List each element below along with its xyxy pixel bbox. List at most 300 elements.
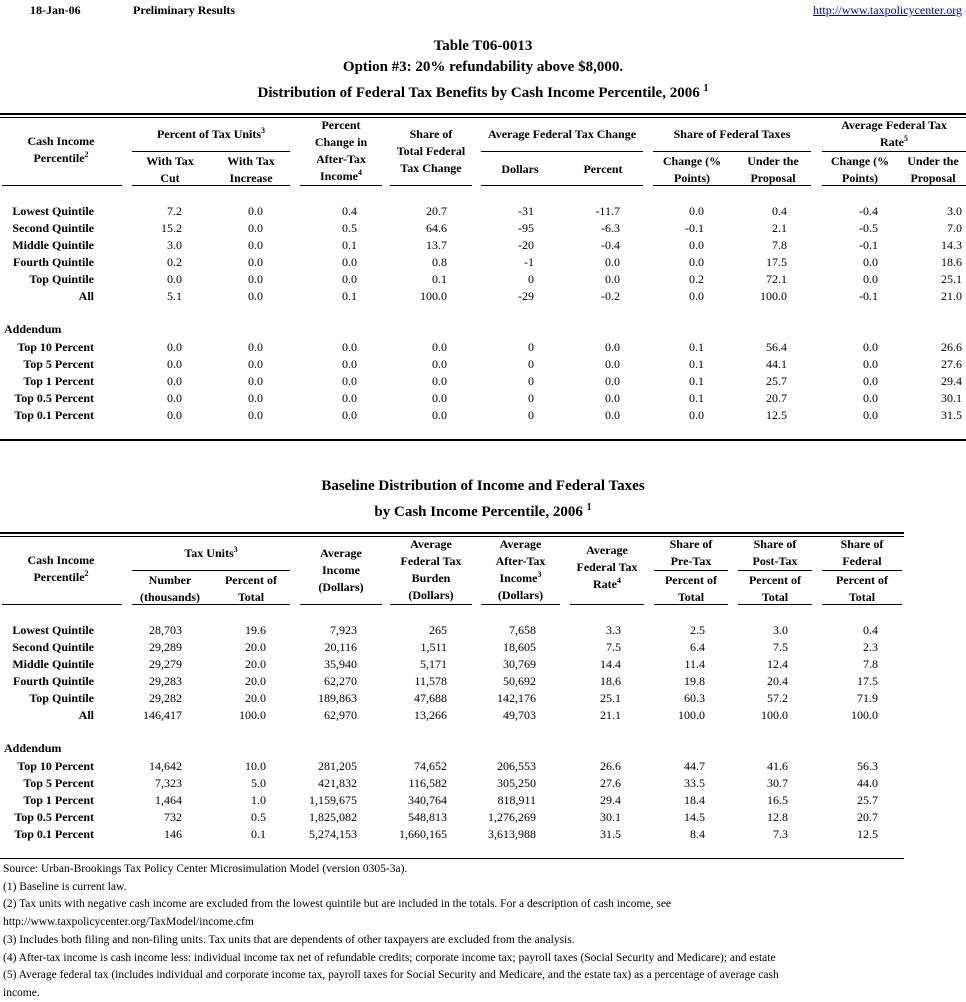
table1-subtitle: Option #3: 20% refundability above $8,000. <box>342 59 624 75</box>
t2-cell-aftertax: 206,553 <box>497 759 536 773</box>
t2-cell-rate: 21.1 <box>600 708 621 722</box>
t1-header-rate-change-pts: Change (% Points) <box>830 154 890 185</box>
t2-cell-federal: 100.0 <box>851 708 878 722</box>
t2-row-label: Top 1 Percent <box>23 793 94 807</box>
t2-cell-federal: 0.4 <box>863 623 878 637</box>
t2-rule <box>822 604 902 605</box>
t2-cell-posttax: 16.5 <box>767 793 788 807</box>
t2-cell-federal: 2.3 <box>863 640 878 654</box>
t2-header-avg-income: Average Income (Dollars) <box>318 546 364 594</box>
t1-cell-pct-chg: 0.0 <box>342 255 357 269</box>
t1-rule <box>653 151 811 152</box>
t1-cell-pct-chg: 0.5 <box>342 221 357 235</box>
t2-cell-posttax: 100.0 <box>761 708 788 722</box>
t1-rule <box>822 185 966 186</box>
t1-cell-rate-prop: 7.0 <box>947 221 962 235</box>
t2-cell-pct: 20.0 <box>245 657 266 671</box>
t2-cell-pct: 0.5 <box>251 810 266 824</box>
t2-rule <box>390 604 472 605</box>
t1-cell-share-chg: 100.0 <box>420 289 447 303</box>
t2-cell-posttax: 3.0 <box>773 623 788 637</box>
t1-cell-share-prop: 17.5 <box>766 255 787 269</box>
t2-cell-pretax: 2.5 <box>690 623 705 637</box>
t2-header-posttax-pct: Percent of Total <box>748 573 802 604</box>
t1-header-pct-tax-units: Percent of Tax Units$^3$ <box>156 126 266 141</box>
t2-cell-pretax: 44.7 <box>684 759 705 773</box>
t1-cell-rate-prop: 30.1 <box>941 391 962 405</box>
t1-cell-rate-prop: 14.3 <box>941 238 962 252</box>
t1-cell-rate-prop: 29.4 <box>941 374 962 388</box>
t1-row-label: Second Quintile <box>12 221 94 235</box>
t1-cell-cut: 0.0 <box>167 357 182 371</box>
t1-cell-cut: 7.2 <box>167 204 182 218</box>
t1-cell-pct-chg: 0.1 <box>342 289 357 303</box>
t2-cell-number: 29,289 <box>149 640 182 654</box>
t2-rule <box>2 604 122 605</box>
t1-row-label: Fourth Quintile <box>12 255 94 269</box>
footnote-line: (3) Includes both filing and non-filing units. Tax units that are dependents of other taxpayers are excluded from the analysis. <box>3 933 575 946</box>
t2-cell-posttax: 20.4 <box>767 674 788 688</box>
t1-cell-dollars: -31 <box>518 204 534 218</box>
t1-cell-share-prop: 100.0 <box>760 289 787 303</box>
t2-cell-federal: 56.3 <box>857 759 878 773</box>
t1-row-label: Top 1 Percent <box>23 374 94 388</box>
t1-cell-percent: 0.0 <box>605 374 620 388</box>
t1-cell-share-pts: 0.1 <box>689 391 704 405</box>
footnote-line: http://www.taxpolicycenter.org/TaxModel/income.cfm <box>3 916 254 929</box>
t2-cell-federal: 25.7 <box>857 793 878 807</box>
t1-cell-inc: 0.0 <box>248 357 263 371</box>
t2-cell-federal: 44.0 <box>857 776 878 790</box>
t2-header-share-pretax: Share of Pre-Tax <box>669 537 713 568</box>
t1-rule <box>822 151 966 152</box>
t2-cell-aftertax: 30,769 <box>503 657 536 671</box>
t2-cell-burden: 74,652 <box>414 759 447 773</box>
footnote-line: (2) Tax units with negative cash income are excluded from the lowest quintile but are included in the totals. For a description of cash income, see <box>3 898 672 911</box>
t2-cell-rate: 29.4 <box>600 793 621 807</box>
t2-cell-rate: 14.4 <box>600 657 621 671</box>
t2-cell-aftertax: 7,658 <box>509 623 536 637</box>
t1-cell-percent: -0.4 <box>601 238 620 252</box>
t2-rule <box>738 570 812 571</box>
t2-row-label: Top 0.1 Percent <box>14 827 94 841</box>
footnote-line: Source: Urban-Brookings Tax Policy Center Microsimulation Model (version 0305-3a). <box>3 863 408 875</box>
t2-cell-federal: 71.9 <box>857 691 878 705</box>
t2-cell-burden: 548,813 <box>408 810 447 824</box>
footnote-line: (5) Average federal tax (includes individual and corporate income tax, payroll taxes for Social Security and Medicare, and the estate tax) as a percentage of average cash <box>3 969 779 982</box>
t2-cell-aftertax: 818,911 <box>497 793 536 807</box>
t1-cell-dollars: 0 <box>528 374 534 388</box>
t1-cell-rate-prop: 27.6 <box>941 357 962 371</box>
t2-cell-income: 7,923 <box>330 623 357 637</box>
t2-header-number: Number (thousands) <box>139 573 201 604</box>
t1-header-pct-change-after-tax: Percent Change in After-Tax Income$^4$ <box>314 118 368 183</box>
t1-cell-rate-prop: 18.6 <box>941 255 962 269</box>
t1-cell-share-chg: 0.0 <box>432 340 447 354</box>
t2-cell-pretax: 6.4 <box>690 640 705 654</box>
t1-cell-cut: 0.0 <box>167 408 182 422</box>
table1-bottom-border <box>0 439 966 441</box>
t2-cell-pretax: 100.0 <box>678 708 705 722</box>
t1-cell-inc: 0.0 <box>248 374 263 388</box>
t2-cell-federal: 17.5 <box>857 674 878 688</box>
t2-cell-rate: 31.5 <box>600 827 621 841</box>
t2-cell-aftertax: 49,703 <box>503 708 536 722</box>
t2-cell-pct: 0.1 <box>251 827 266 841</box>
t1-cell-rate-pts: 0.0 <box>863 255 878 269</box>
t1-cell-pct-chg: 0.0 <box>342 340 357 354</box>
t2-cell-burden: 340,764 <box>408 793 447 807</box>
t2-rule <box>654 604 728 605</box>
t1-cell-dollars: 0 <box>528 272 534 286</box>
report-date: 18-Jan-06 <box>30 3 81 17</box>
t2-cell-income: 281,205 <box>318 759 357 773</box>
t1-cell-rate-prop: 26.6 <box>941 340 962 354</box>
t1-cell-cut: 3.0 <box>167 238 182 252</box>
t2-row-label: Lowest Quintile <box>12 623 94 637</box>
t1-cell-percent: 0.0 <box>605 357 620 371</box>
t2-row-label: Fourth Quintile <box>12 674 94 688</box>
t1-header-avg-tax-change: Average Federal Tax Change <box>487 127 637 141</box>
t1-cell-share-pts: 0.0 <box>689 289 704 303</box>
table2-title: Baseline Distribution of Income and Federal Taxes <box>321 478 645 494</box>
t2-cell-rate: 7.5 <box>606 640 621 654</box>
t1-header-share-fed-taxes: Share of Federal Taxes <box>673 127 791 141</box>
t2-cell-federal: 12.5 <box>857 827 878 841</box>
t1-cell-pct-chg: 0.0 <box>342 408 357 422</box>
t1-cell-share-prop: 2.1 <box>772 221 787 235</box>
t2-cell-income: 35,940 <box>324 657 357 671</box>
t1-rule <box>653 185 811 186</box>
t2-header-tax-units: Tax Units$^3$ <box>184 545 238 560</box>
t1-cell-share-chg: 0.1 <box>432 272 447 286</box>
t1-cell-percent: 0.0 <box>605 340 620 354</box>
t2-cell-number: 14,642 <box>149 759 182 773</box>
t1-row-label: Lowest Quintile <box>12 204 94 218</box>
t2-row-label: Top 10 Percent <box>17 759 94 773</box>
t1-cell-inc: 0.0 <box>248 238 263 252</box>
t1-header-share-under-proposal: Under the Proposal <box>747 154 799 185</box>
t2-cell-number: 28,703 <box>149 623 182 637</box>
t1-cell-cut: 0.0 <box>167 340 182 354</box>
t2-cell-number: 146 <box>164 827 182 841</box>
t1-cell-pct-chg: 0.0 <box>342 391 357 405</box>
t2-cell-pct: 100.0 <box>239 708 266 722</box>
t1-header-share-total-change: Share of Total Federal Tax Change <box>396 127 466 175</box>
t2-cell-income: 62,270 <box>324 674 357 688</box>
t2-cell-burden: 11,578 <box>414 674 447 688</box>
t1-header-avg-tax-rate: Average Federal Tax Rate$^5$ <box>841 118 947 149</box>
t1-cell-share-prop: 56.4 <box>766 340 787 354</box>
t2-cell-income: 189,863 <box>318 691 357 705</box>
t1-cell-cut: 15.2 <box>161 221 182 235</box>
t1-cell-cut: 0.2 <box>167 255 182 269</box>
t1-cell-rate-pts: 0.0 <box>863 374 878 388</box>
t1-cell-inc: 0.0 <box>248 255 263 269</box>
t2-cell-rate: 3.3 <box>606 623 621 637</box>
t1-row-label: Top 0.1 Percent <box>14 408 94 422</box>
t1-rule <box>390 185 472 186</box>
t1-cell-share-pts: 0.0 <box>689 408 704 422</box>
t2-addendum-label: Addendum <box>4 741 62 755</box>
t1-cell-pct-chg: 0.0 <box>342 374 357 388</box>
t1-cell-share-prop: 0.4 <box>772 204 787 218</box>
t1-cell-share-prop: 7.8 <box>772 238 787 252</box>
t1-cell-rate-pts: 0.0 <box>863 340 878 354</box>
footnote-line: (1) Baseline is current law. <box>3 880 127 893</box>
t1-header-with-tax-cut: With Tax Cut <box>146 154 194 185</box>
t1-cell-rate-pts: 0.0 <box>863 408 878 422</box>
t2-cell-number: 29,279 <box>149 657 182 671</box>
t2-rule <box>132 570 290 571</box>
t1-cell-share-pts: 0.0 <box>689 238 704 252</box>
t1-cell-dollars: -29 <box>518 289 534 303</box>
t2-cell-posttax: 7.5 <box>773 640 788 654</box>
t2-rule <box>481 604 560 605</box>
t1-cell-share-pts: 0.1 <box>689 374 704 388</box>
t1-cell-inc: 0.0 <box>248 204 263 218</box>
t1-cell-inc: 0.0 <box>248 391 263 405</box>
t2-cell-posttax: 57.2 <box>767 691 788 705</box>
t2-cell-aftertax: 3,613,988 <box>488 827 536 841</box>
t1-cell-share-prop: 25.7 <box>766 374 787 388</box>
t2-cell-income: 1,159,675 <box>309 793 357 807</box>
t1-cell-rate-pts: -0.1 <box>859 238 878 252</box>
t1-rule <box>481 151 643 152</box>
t1-cell-rate-prop: 3.0 <box>947 204 962 218</box>
t2-header-federal-pct: Percent of Total <box>835 573 889 604</box>
t2-rule <box>300 604 382 605</box>
t1-header-rate-under-proposal: Under the Proposal <box>907 154 959 185</box>
t2-cell-burden: 1,511 <box>420 640 447 654</box>
t1-cell-share-chg: 0.8 <box>432 255 447 269</box>
t1-cell-rate-pts: 0.0 <box>863 357 878 371</box>
t2-cell-pct: 20.0 <box>245 674 266 688</box>
t2-rule <box>738 604 812 605</box>
t2-cell-pct: 5.0 <box>251 776 266 790</box>
t1-row-label: All <box>78 289 94 303</box>
t2-cell-number: 29,282 <box>149 691 182 705</box>
t2-cell-pretax: 11.4 <box>684 657 705 671</box>
t1-rule <box>481 185 643 186</box>
t1-cell-percent: -0.2 <box>601 289 620 303</box>
t1-cell-rate-pts: 0.0 <box>863 391 878 405</box>
t2-cell-burden: 116,582 <box>408 776 447 790</box>
t2-cell-number: 1,464 <box>155 793 182 807</box>
t2-header-cash-income: Cash Income <box>27 553 95 567</box>
t2-cell-income: 62,970 <box>324 708 357 722</box>
t1-cell-rate-pts: -0.5 <box>859 221 878 235</box>
t1-header-share-change-pts: Change (% Points) <box>662 154 722 185</box>
t2-cell-burden: 265 <box>429 623 447 637</box>
t1-row-label: Top Quintile <box>29 272 94 286</box>
t2-cell-federal: 7.8 <box>863 657 878 671</box>
t2-cell-income: 421,832 <box>318 776 357 790</box>
t2-cell-number: 732 <box>164 810 182 824</box>
t1-cell-percent: 0.0 <box>605 391 620 405</box>
t2-cell-posttax: 41.6 <box>767 759 788 773</box>
footnote-line: (4) After-tax income is cash income less: individual income tax net of refundable credits; corporate income tax; payroll taxes (Social Security and Medicare); and estate <box>3 951 776 964</box>
t1-cell-pct-chg: 0.4 <box>342 204 357 218</box>
t1-cell-percent: 0.0 <box>605 272 620 286</box>
t1-cell-share-prop: 72.1 <box>766 272 787 286</box>
table1-title: Table T06-0013 <box>433 38 533 54</box>
footnote-line: income. <box>3 986 40 999</box>
t2-cell-income: 20,116 <box>324 640 357 654</box>
t2-cell-posttax: 7.3 <box>773 827 788 841</box>
t1-cell-rate-pts: -0.4 <box>859 204 878 218</box>
t2-cell-income: 5,274,153 <box>309 827 357 841</box>
t1-cell-rate-pts: -0.1 <box>859 289 878 303</box>
t1-cell-share-pts: -0.1 <box>685 221 704 235</box>
t2-cell-posttax: 12.4 <box>767 657 788 671</box>
t2-cell-aftertax: 1,276,269 <box>488 810 536 824</box>
t2-header-percentile: Percentile$^2$ <box>33 569 89 584</box>
t2-header-pretax-pct: Percent of Total <box>664 573 718 604</box>
t1-cell-inc: 0.0 <box>248 289 263 303</box>
t1-cell-share-pts: 0.0 <box>689 204 704 218</box>
t2-cell-rate: 26.6 <box>600 759 621 773</box>
t1-cell-dollars: -95 <box>518 221 534 235</box>
t2-rule <box>654 570 728 571</box>
t1-cell-share-chg: 13.7 <box>426 238 447 252</box>
t2-cell-number: 29,283 <box>149 674 182 688</box>
t1-cell-share-chg: 0.0 <box>432 374 447 388</box>
t2-cell-aftertax: 142,176 <box>497 691 536 705</box>
t2-row-label: Top 5 Percent <box>23 776 94 790</box>
t1-cell-share-pts: 0.1 <box>689 340 704 354</box>
t1-cell-pct-chg: 0.0 <box>342 357 357 371</box>
t1-cell-dollars: 0 <box>528 357 534 371</box>
t2-cell-pretax: 8.4 <box>690 827 705 841</box>
tpc-website-link[interactable]: http://www.taxpolicycenter.org <box>813 3 962 17</box>
table1-description: Distribution of Federal Tax Benefits by Cash Income Percentile, 2006 $^1$ <box>257 83 709 101</box>
t2-rule <box>822 570 902 571</box>
table2-bottom-border <box>0 858 904 859</box>
t2-cell-income: 1,825,082 <box>309 810 357 824</box>
t1-cell-share-prop: 20.7 <box>766 391 787 405</box>
t2-cell-federal: 20.7 <box>857 810 878 824</box>
t2-row-label: All <box>78 708 94 722</box>
t1-rule <box>300 185 382 186</box>
t2-cell-pct: 19.6 <box>245 623 266 637</box>
t2-header-avg-tax-rate: Average Federal Tax Rate$^4$ <box>576 543 638 591</box>
t1-header-percent: Percent <box>583 162 623 176</box>
t2-cell-posttax: 12.8 <box>767 810 788 824</box>
t1-cell-cut: 0.0 <box>167 272 182 286</box>
t1-cell-rate-prop: 31.5 <box>941 408 962 422</box>
t1-cell-inc: 0.0 <box>248 340 263 354</box>
t1-row-label: Top 5 Percent <box>23 357 94 371</box>
t2-cell-burden: 47,688 <box>414 691 447 705</box>
t2-header-after-tax-income: Average After-Tax Income$^3$ (Dollars) <box>495 537 546 602</box>
t2-cell-pretax: 19.8 <box>684 674 705 688</box>
t1-cell-inc: 0.0 <box>248 221 263 235</box>
t1-cell-share-pts: 0.0 <box>689 255 704 269</box>
t2-rule <box>570 604 644 605</box>
t2-cell-pct: 1.0 <box>251 793 266 807</box>
t2-row-label: Second Quintile <box>12 640 94 654</box>
t2-cell-aftertax: 50,692 <box>503 674 536 688</box>
t1-cell-rate-pts: 0.0 <box>863 272 878 286</box>
t1-cell-rate-prop: 21.0 <box>941 289 962 303</box>
t1-cell-percent: 0.0 <box>605 255 620 269</box>
t2-cell-number: 7,323 <box>155 776 182 790</box>
t1-row-label: Top 0.5 Percent <box>14 391 94 405</box>
t1-header-percentile: Percentile$^2$ <box>33 150 89 165</box>
t2-row-label: Top 0.5 Percent <box>14 810 94 824</box>
t1-row-label: Top 10 Percent <box>17 340 94 354</box>
t2-cell-rate: 30.1 <box>600 810 621 824</box>
t1-row-label: Middle Quintile <box>12 238 94 252</box>
report-status: Preliminary Results <box>133 3 236 17</box>
t2-cell-burden: 5,171 <box>420 657 447 671</box>
t1-cell-percent: 0.0 <box>605 408 620 422</box>
t1-cell-cut: 0.0 <box>167 391 182 405</box>
t1-rule <box>132 151 290 152</box>
t2-header-share-posttax: Share of Post-Tax <box>752 537 798 568</box>
t1-cell-share-prop: 44.1 <box>766 357 787 371</box>
t2-cell-aftertax: 18,605 <box>503 640 536 654</box>
t1-cell-dollars: 0 <box>528 340 534 354</box>
t2-row-label: Middle Quintile <box>12 657 94 671</box>
t1-cell-rate-prop: 25.1 <box>941 272 962 286</box>
t1-cell-dollars: 0 <box>528 408 534 422</box>
t2-cell-rate: 18.6 <box>600 674 621 688</box>
t1-cell-dollars: -1 <box>524 255 534 269</box>
t2-cell-pct: 10.0 <box>245 759 266 773</box>
t1-cell-inc: 0.0 <box>248 272 263 286</box>
t1-cell-percent: -6.3 <box>601 221 620 235</box>
t2-cell-posttax: 30.7 <box>767 776 788 790</box>
t1-cell-dollars: -20 <box>518 238 534 252</box>
t1-cell-percent: -11.7 <box>595 204 620 218</box>
table2-subtitle: by Cash Income Percentile, 2006 $^1$ <box>374 502 592 520</box>
t2-cell-pretax: 33.5 <box>684 776 705 790</box>
t1-cell-dollars: 0 <box>528 391 534 405</box>
t1-cell-share-pts: 0.2 <box>689 272 704 286</box>
t1-rule <box>2 185 122 186</box>
t1-cell-share-chg: 0.0 <box>432 408 447 422</box>
t2-cell-pretax: 14.5 <box>684 810 705 824</box>
t2-header-tax-burden: Average Federal Tax Burden (Dollars) <box>400 537 462 602</box>
t1-cell-share-chg: 64.6 <box>426 221 447 235</box>
t1-cell-cut: 5.1 <box>167 289 182 303</box>
t1-cell-pct-chg: 0.1 <box>342 238 357 252</box>
t1-cell-share-chg: 0.0 <box>432 357 447 371</box>
t1-cell-share-chg: 0.0 <box>432 391 447 405</box>
t1-cell-inc: 0.0 <box>248 408 263 422</box>
t2-header-share-federal: Share of Federal <box>840 537 884 568</box>
t2-cell-pct: 20.0 <box>245 640 266 654</box>
t2-cell-pct: 20.0 <box>245 691 266 705</box>
t1-header-cash-income: Cash Income <box>27 134 95 148</box>
t2-cell-rate: 27.6 <box>600 776 621 790</box>
t2-rule <box>132 604 290 605</box>
t1-addendum-label: Addendum <box>4 322 62 336</box>
t1-cell-share-prop: 12.5 <box>766 408 787 422</box>
t1-rule <box>132 185 290 186</box>
t1-cell-pct-chg: 0.0 <box>342 272 357 286</box>
t2-cell-burden: 1,660,165 <box>399 827 447 841</box>
t2-cell-burden: 13,266 <box>414 708 447 722</box>
t2-cell-pretax: 60.3 <box>684 691 705 705</box>
t2-cell-rate: 25.1 <box>600 691 621 705</box>
t1-header-dollars: Dollars <box>501 162 539 176</box>
t2-cell-aftertax: 305,250 <box>497 776 536 790</box>
t1-cell-share-chg: 20.7 <box>426 204 447 218</box>
t2-row-label: Top Quintile <box>29 691 94 705</box>
